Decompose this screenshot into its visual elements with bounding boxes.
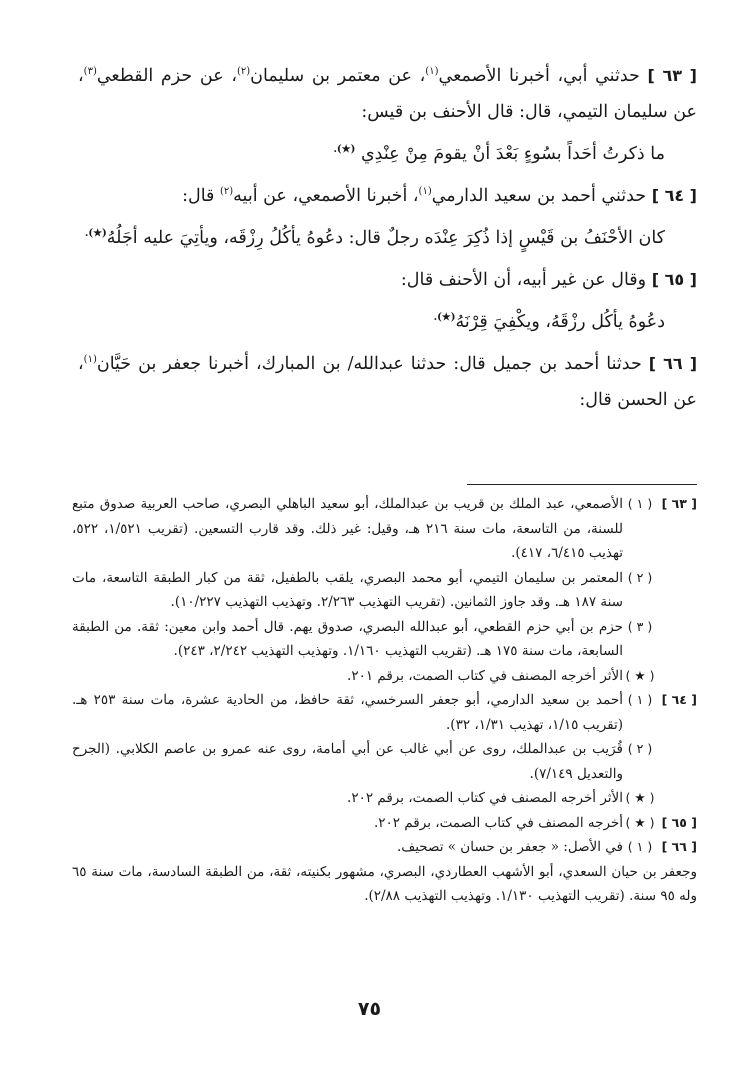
footnote-text: في الأصل: « جعفر بن حسان » تصحيف. [396, 839, 623, 855]
footnote-entry-key: [ ٦٥ ] [661, 814, 697, 830]
footnote [72, 492, 697, 566]
footnote-mark: ( ٣ ) [627, 618, 653, 634]
paragraph-66: [ ٦٦ ] حدثنا أحمد بن جميل قال: حدثنا عبدالله/ بن المبارك، أخبرنا جعفر بن حَيَّان$^{(١)}$، عن الحسن قال: [78, 354, 698, 410]
footnote-entry-key: [ ٦٦ ] [661, 839, 697, 854]
footnote-ref: (٢) [219, 186, 234, 198]
footnote-text: أحمد بن سعيد الدارمي، أبو جعفر السرخسي، ثقة حافظ، من الحادية عشرة، مات سنة ٢٥٣ هـ. (تقريب ١/١٥، تهذيب ١/٣١، ٣٢). [72, 692, 623, 733]
footnote-entry-key: [ ٦٤ ] [661, 692, 697, 707]
footnote [72, 664, 697, 689]
footnote-ref: (٢) [236, 66, 251, 78]
footnote [72, 835, 697, 860]
footnote-ref: (١) [425, 66, 439, 78]
footnote-text: وجعفر بن حيان السعدي، أبو الأشهب العطاردي، البصري، مشهور بكنيته، ثقة، من الطبقة السادسة، مات سنة ٦٥ وله ٩٥ سنة. (تقريب التهذيب ١/١٣٠. وتهذيب التهذيب ٢/٨٨). [72, 863, 697, 904]
footnote-text: الأثر أخرجه المصنف في كتاب الصمت، برقم ٢٠١. [347, 667, 623, 684]
paragraph-63: [ ٦٣ ] حدثني أبي، أخبرنا الأصمعي$^{(١)}$، عن معتمر بن سليمان$^{(٢)}$، عن حزم القطعي$^{(٣)}$، عن سليمان التيمي، قال: قال الأحنف بن قيس: [78, 66, 697, 122]
footnote [72, 786, 697, 811]
main-text [78, 58, 697, 424]
star-ref: (★). [84, 228, 107, 240]
footnote-ref: (١) [418, 186, 432, 198]
footnote-entry-key [657, 664, 697, 689]
footnote [72, 737, 697, 786]
footnote-entry-key: [ ٦٣ ] [661, 496, 697, 511]
quote-64: كان الأحْنَفُ بن قَيْسٍ إذا ذُكِرَ عِنْدَه رجلٌ قال: دعُوهُ يأكُلُ رِزْقَه، ويأتِيَ عليه أجَلُهُ(★). [84, 228, 665, 248]
footnote-text: أخرجه المصنف في كتاب الصمت، برقم ٢٠٢. [373, 814, 623, 831]
footnote-text: الأصمعي، عبد الملك بن قريب بن عبدالملك، أبو سعيد الباهلي البصري، صاحب العربية صدوق متبع للسنة، من التاسعة، مات سنة ٢١٦ هـ، وقيل: غير ذلك. وقد قارب التسعين. (تقريب ١/٥٢١، ٥٢٢، تهذيب ٦/٤١٥، ٤١٧). [72, 496, 623, 561]
page-number: ٧٥ [357, 998, 382, 1020]
quote-65: دعُوهُ يأكُل رزْقَهُ، ويكْفِيَ قِرْنَهُ(★). [433, 312, 665, 332]
footnote [72, 615, 697, 664]
footnote-mark: ( ★ ) [625, 790, 655, 805]
footnote-mark: ( ★ ) [625, 667, 655, 683]
footnote-mark: ( ٢ ) [627, 741, 653, 756]
footnote-continuation [72, 860, 697, 909]
star-ref: (★). [433, 312, 456, 324]
footnote [72, 566, 697, 615]
footnote-entry-key [657, 566, 697, 615]
footnotes [72, 492, 697, 909]
footnote [72, 811, 697, 836]
footnote-text: الأثر أخرجه المصنف في كتاب الصمت، برقم ٢٠٢. [347, 790, 623, 806]
footnote-entry-key [657, 737, 697, 786]
footnote-mark: ( ★ ) [625, 814, 655, 830]
footnote-text: قُرَيب بن عبدالملك، روى عن أبي غالب عن أبي أمامة، روى عنه عمرو بن عاصم الكلابي. (الجرح والتعديل ٧/١٤٩). [72, 741, 623, 782]
entry-number: [ ٦٥ ] [651, 270, 697, 289]
footnote-mark: ( ٢ ) [627, 569, 653, 585]
footnote [72, 688, 697, 737]
entry-number: [ ٦٣ ] [647, 66, 697, 85]
footnote-entry-key [657, 786, 697, 811]
quote-63: ما ذكرتُ أحَداً بسُوءٍ بَعْدَ أنْ يقومَ مِنْ عِنْدِي (★). [333, 144, 665, 164]
footnote-mark: ( ١ ) [627, 496, 653, 511]
footnote-ref: (١) [83, 354, 97, 366]
footnote-mark: ( ١ ) [627, 839, 653, 854]
footnote-divider [467, 484, 697, 485]
paragraph-64: [ ٦٤ ] حدثني أحمد بن سعيد الدارمي$^{(١)}$، أخبرنا الأصمعي، عن أبيه$^{(٢)}$ قال: [182, 186, 697, 206]
entry-number: [ ٦٤ ] [651, 186, 697, 205]
paragraph-65: [ ٦٥ ] وقال عن غير أبيه، أن الأحنف قال: [400, 270, 697, 290]
star-ref: (★). [333, 144, 356, 156]
entry-number: [ ٦٦ ] [648, 354, 698, 373]
footnote-entry-key [657, 615, 697, 664]
footnote-text: حزم بن أبي حزم القطعي، أبو عبدالله البصري، صدوق يهم. قال أحمد وابن معين: ثقة. من الطبقة السابعة، مات سنة ١٧٥ هـ. (تقريب التهذيب ١/١٦٠. وتهذيب التهذيب ٢/٢٤٢، ٢٤٣). [72, 618, 623, 659]
footnote-text: المعتمر بن سليمان التيمي، أبو محمد البصري، يلقب بالطفيل، ثقة من كبار الطبقة التاسعة، مات سنة ١٨٧ هـ. وقد جاوز الثمانين. (تقريب التهذيب ٢/٢٦٣. وتهذيب التهذيب ١٠/٢٢٧). [72, 569, 623, 610]
footnote-ref: (٣) [83, 66, 97, 78]
footnote-mark: ( ١ ) [627, 692, 653, 707]
